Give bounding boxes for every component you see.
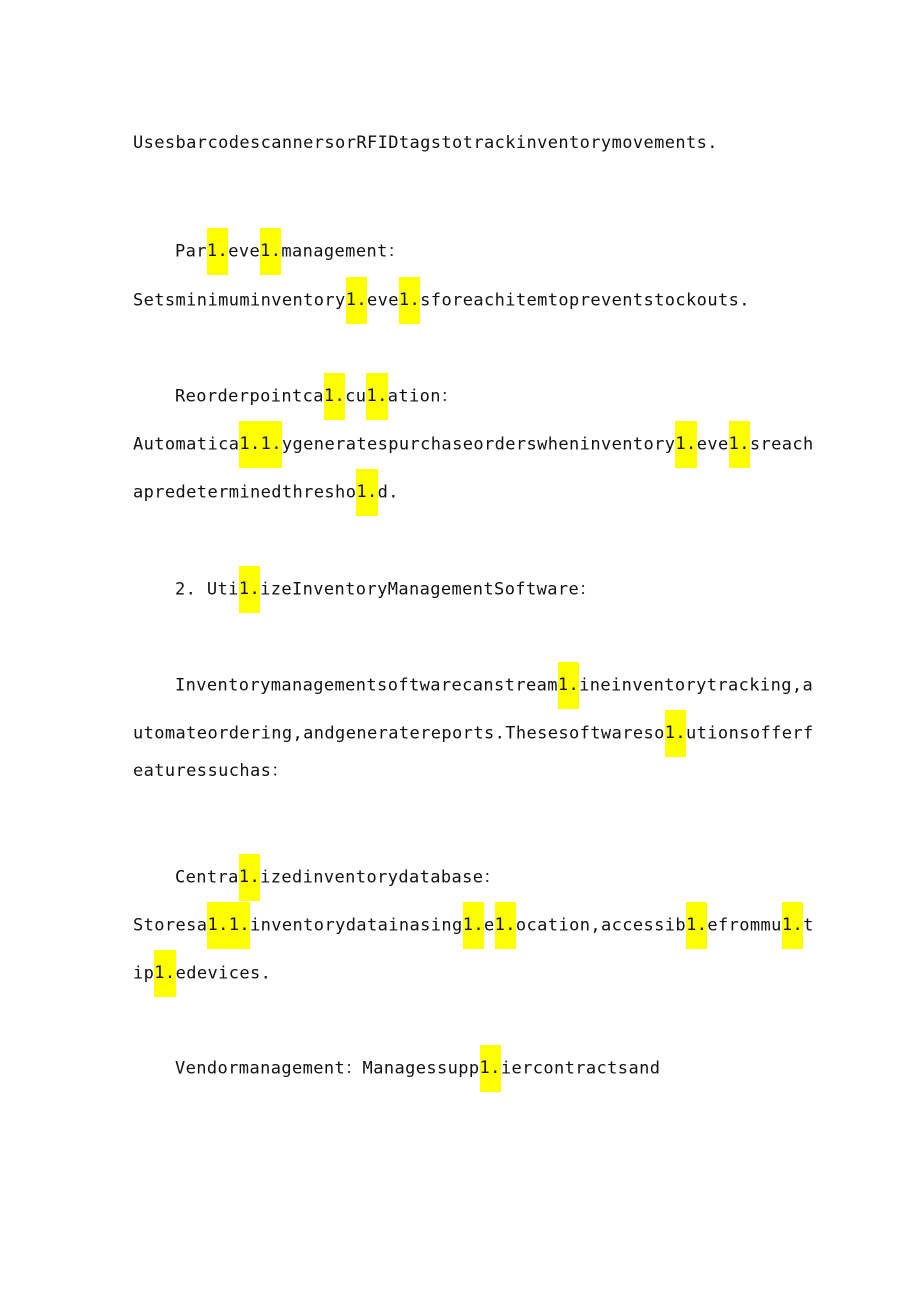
text-run: sforeachitemtopreventstockouts. bbox=[420, 290, 750, 311]
highlighted-text: 1. bbox=[782, 902, 803, 949]
paragraph-line bbox=[133, 131, 718, 155]
text-run: management： bbox=[281, 241, 406, 262]
text-run: ineinventorytracking,a bbox=[579, 675, 814, 696]
text-run: Centra bbox=[175, 867, 239, 888]
text-run: efrommu bbox=[707, 915, 782, 936]
highlighted-text: 1. bbox=[356, 469, 377, 516]
paragraph-line bbox=[133, 469, 399, 516]
highlighted-text: 1. bbox=[324, 373, 345, 420]
text-run: 2. Uti bbox=[175, 579, 239, 600]
highlighted-text: 1. bbox=[366, 373, 387, 420]
text-run: UsesbarcodescannersorRFIDtagstotrackinventorymovements. bbox=[133, 133, 718, 153]
text-run: eaturessuchas： bbox=[133, 761, 289, 781]
text-run: eve bbox=[366, 290, 399, 311]
heading-line bbox=[175, 373, 458, 420]
text-run: t bbox=[803, 915, 814, 936]
paragraph-line bbox=[175, 662, 813, 709]
paragraph-line bbox=[133, 277, 750, 324]
paragraph-line bbox=[133, 902, 814, 949]
text-run: ocation,accessib bbox=[515, 915, 687, 936]
highlighted-text: 1.1. bbox=[239, 421, 282, 468]
highlighted-text: 1. bbox=[260, 228, 281, 275]
text-run: Par bbox=[175, 241, 207, 262]
paragraph-line bbox=[133, 421, 814, 468]
text-run: inventorydatainasing bbox=[250, 915, 463, 936]
highlighted-text: 1.1. bbox=[207, 902, 250, 949]
text-run: Inventorymanagementsoftwarecanstream bbox=[175, 675, 558, 696]
highlighted-text: 1. bbox=[495, 902, 516, 949]
highlighted-text: 1. bbox=[207, 228, 228, 275]
paragraph-line bbox=[133, 710, 814, 757]
highlighted-text: 1. bbox=[675, 421, 696, 468]
text-run: sreach bbox=[749, 434, 814, 455]
highlighted-text: 1. bbox=[239, 566, 260, 613]
heading-line bbox=[175, 854, 501, 901]
highlighted-text: 1. bbox=[463, 902, 484, 949]
heading-line bbox=[175, 228, 405, 275]
text-run: iercontractsand bbox=[500, 1058, 661, 1079]
text-run: cu bbox=[345, 386, 367, 407]
text-run: Setsminimuminventory bbox=[133, 290, 346, 311]
text-run: ation： bbox=[387, 386, 459, 407]
highlighted-text: 1. bbox=[154, 950, 175, 997]
text-run: eve bbox=[696, 434, 729, 455]
highlighted-text: 1. bbox=[686, 902, 707, 949]
highlighted-text: 1. bbox=[665, 710, 686, 757]
text-run: ygeneratespurchaseorderswheninventory bbox=[281, 434, 676, 455]
text-run: utomateordering,andgeneratereports.Thesesoftwareso bbox=[133, 723, 665, 744]
text-run: izedinventorydatabase： bbox=[260, 867, 501, 888]
text-run: Vendormanagement：Managessupp bbox=[175, 1058, 480, 1079]
text-run: utionsofferf bbox=[686, 723, 814, 744]
paragraph-line bbox=[175, 1045, 660, 1092]
highlighted-text: 1. bbox=[346, 277, 367, 324]
highlighted-text: 1. bbox=[399, 277, 420, 324]
paragraph-line bbox=[133, 950, 271, 997]
text-run: e bbox=[483, 915, 495, 936]
text-run: Automatica bbox=[133, 434, 240, 455]
text-run: apredeterminedthresho bbox=[133, 482, 357, 503]
highlighted-text: 1. bbox=[558, 662, 579, 709]
text-run: ip bbox=[133, 963, 155, 984]
text-run: Reorderpointca bbox=[175, 386, 324, 407]
text-run: edevices. bbox=[175, 963, 272, 984]
highlighted-text: 1. bbox=[480, 1045, 501, 1092]
text-run: Storesa bbox=[133, 915, 208, 936]
paragraph-line bbox=[133, 759, 289, 783]
highlighted-text: 1. bbox=[239, 854, 260, 901]
text-run: izeInventoryManagementSoftware： bbox=[260, 579, 597, 600]
text-run: eve bbox=[228, 241, 261, 262]
text-run: d. bbox=[377, 482, 399, 503]
highlighted-text: 1. bbox=[729, 421, 750, 468]
section-heading bbox=[175, 566, 597, 613]
